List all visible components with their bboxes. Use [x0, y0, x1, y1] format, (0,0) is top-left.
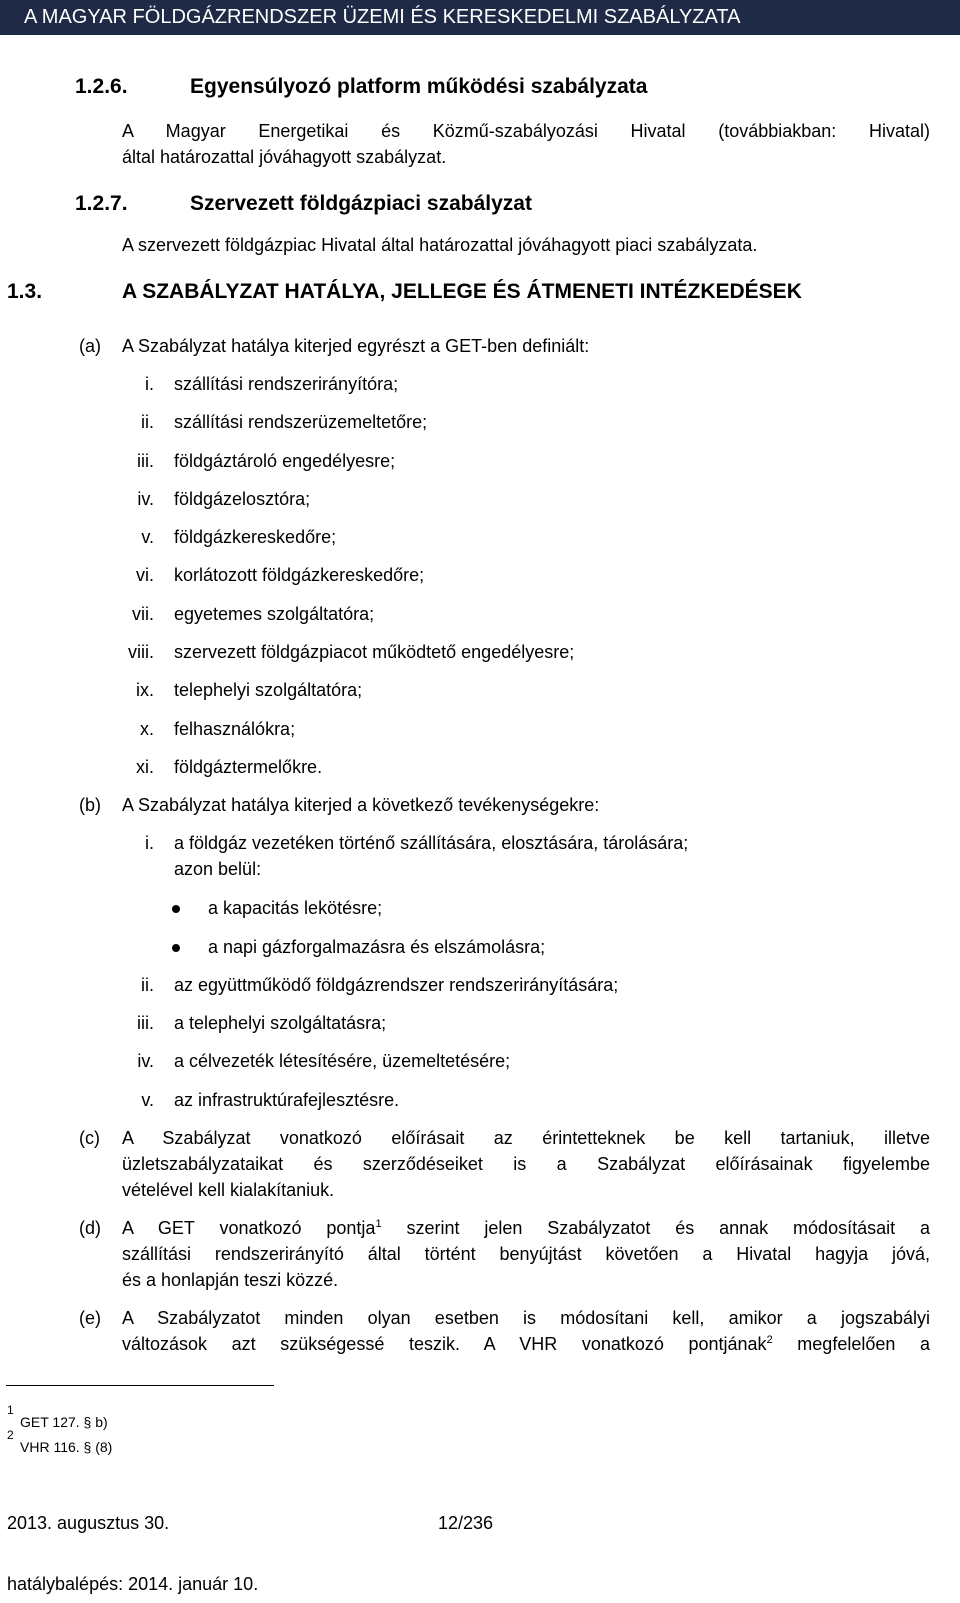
paragraph-text-d-line2: szállítási rendszerirányító által történt benyújtást követően a Hivatal hagyja jóvá, [122, 1244, 930, 1264]
footnote-mark: 1 [7, 1403, 14, 1417]
paragraph-text-c-line2: üzletszabályzataikat és szerződéseiket is a Szabályzat előírásainak figyelembe [122, 1154, 930, 1174]
footer-date: 2013. augusztus 30. [7, 1513, 170, 1533]
page-number: 12/236 [438, 1513, 494, 1533]
list-item-text: korlátozott földgázkereskedőre; [174, 565, 425, 585]
list-item-text: az infrastruktúrafejlesztésre. [174, 1090, 400, 1110]
list-item-number: ii. [141, 412, 154, 432]
paragraph-text-d-part: szerint jelen Szabályzatot és annak módosításait a [381, 1218, 930, 1238]
list-item-number: viii. [128, 642, 154, 662]
paragraph-label-d: (d) [79, 1218, 101, 1238]
bullet-item-text: a kapacitás lekötésre; [208, 898, 383, 918]
list-item-number: xi. [136, 757, 154, 777]
bullet-icon [172, 905, 180, 913]
bullet-icon [172, 944, 180, 952]
list-item-number: iv. [137, 1051, 154, 1071]
list-item-text: földgázelosztóra; [174, 489, 311, 509]
paragraph-text-d-line1 [122, 1217, 930, 1239]
list-item-text: földgáztároló engedélyesre; [174, 451, 396, 471]
paragraph-text-e-line2 [122, 1333, 930, 1355]
list-item-text: az együttműködő földgázrendszer rendszerirányítására; [174, 975, 619, 995]
paragraph-text-c-line3: vételével kell kialakítaniuk. [122, 1180, 335, 1200]
list-item-text: a célvezeték létesítésére, üzemeltetésére; [174, 1051, 511, 1071]
paragraph-text-e-part: változások azt szükségessé teszik. A VHR vonatkozó pontjának [122, 1334, 767, 1354]
footnote-text: VHR 116. § (8) [20, 1439, 113, 1455]
footnote-separator [6, 1385, 274, 1386]
list-item-number: vi. [136, 565, 154, 585]
document-header: A MAGYAR FÖLDGÁZRENDSZER ÜZEMI ÉS KERESKEDELMI SZABÁLYZATA [0, 0, 960, 35]
list-item-text: telephelyi szolgáltatóra; [174, 680, 363, 700]
paragraph-text-e-part: megfelelően a [772, 1334, 930, 1354]
section-text-1-2-7: A szervezett földgázpiac Hivatal által határozattal jóváhagyott piaci szabályzata. [122, 235, 758, 255]
footer-effective-date: hatálybalépés: 2014. január 10. [7, 1574, 259, 1594]
section-title-1-3: A SZABÁLYZAT HATÁLYA, JELLEGE ÉS ÁTMENETI INTÉZKEDÉSEK [122, 280, 802, 303]
section-number-1-3: 1.3. [7, 280, 43, 303]
paragraph-text-d-part: A GET vonatkozó pontja [122, 1218, 376, 1238]
paragraph-label-b: (b) [79, 795, 101, 815]
section-text-1-2-6-line1: A Magyar Energetikai és Közmű-szabályozási Hivatal (továbbiakban: Hivatal) [122, 121, 930, 141]
footnote-text: GET 127. § b) [20, 1414, 108, 1430]
paragraph-text-c-line1: A Szabályzat vonatkozó előírásait az érintetteknek be kell tartaniuk, illetve [122, 1128, 930, 1148]
list-item-text: a telephelyi szolgáltatásra; [174, 1013, 387, 1033]
list-item-number: iv. [137, 489, 154, 509]
section-number-1-2-7: 1.2.7. [75, 192, 128, 215]
list-item-text: szállítási rendszerüzemeltetőre; [174, 412, 428, 432]
paragraph-text-b: A Szabályzat hatálya kiterjed a következő tevékenységekre: [122, 795, 600, 815]
paragraph-text-a: A Szabályzat hatálya kiterjed egyrészt a GET-ben definiált: [122, 336, 590, 356]
section-text-1-2-6-line2: által határozattal jóváhagyott szabályzat. [122, 147, 447, 167]
footnote-mark: 2 [7, 1428, 14, 1442]
list-item-number: i. [145, 374, 154, 394]
list-item-text: felhasználókra; [174, 719, 296, 739]
list-item-text-continuation: azon belül: [174, 859, 262, 879]
section-title-1-2-7: Szervezett földgázpiaci szabályzat [190, 192, 532, 215]
list-item-number: ii. [141, 975, 154, 995]
list-item-number: x. [139, 719, 154, 739]
list-item-text: földgázkereskedőre; [174, 527, 337, 547]
paragraph-text-d-line3: és a honlapján teszi közzé. [122, 1270, 339, 1290]
list-item-number: iii. [137, 451, 154, 471]
list-item-text: szervezett földgázpiacot működtető engedélyesre; [174, 642, 575, 662]
list-item-number: iii. [137, 1013, 154, 1033]
paragraph-label-c: (c) [79, 1128, 100, 1148]
list-item-number: v. [141, 527, 154, 547]
paragraph-label-a: (a) [79, 336, 101, 356]
list-item-number: vii. [132, 604, 154, 624]
footnote-ref-1[interactable]: 1 [375, 1218, 382, 1230]
list-item-text: földgáztermelőkre. [174, 757, 323, 777]
list-item-number: ix. [136, 680, 154, 700]
bullet-item-text: a napi gázforgalmazásra és elszámolásra; [208, 937, 546, 957]
paragraph-label-e: (e) [79, 1308, 101, 1328]
section-title-1-2-6: Egyensúlyozó platform működési szabályzata [190, 75, 648, 98]
footnote-ref-2[interactable]: 2 [766, 1334, 773, 1346]
list-item-text: a földgáz vezetéken történő szállítására, elosztására, tárolására; [174, 833, 689, 853]
list-item-number: i. [145, 833, 154, 853]
paragraph-text-e-line1: A Szabályzatot minden olyan esetben is módosítani kell, amikor a jogszabályi [122, 1308, 930, 1328]
list-item-text: egyetemes szolgáltatóra; [174, 604, 375, 624]
section-number-1-2-6: 1.2.6. [75, 75, 128, 98]
list-item-number: v. [141, 1090, 154, 1110]
list-item-text: szállítási rendszerirányítóra; [174, 374, 399, 394]
